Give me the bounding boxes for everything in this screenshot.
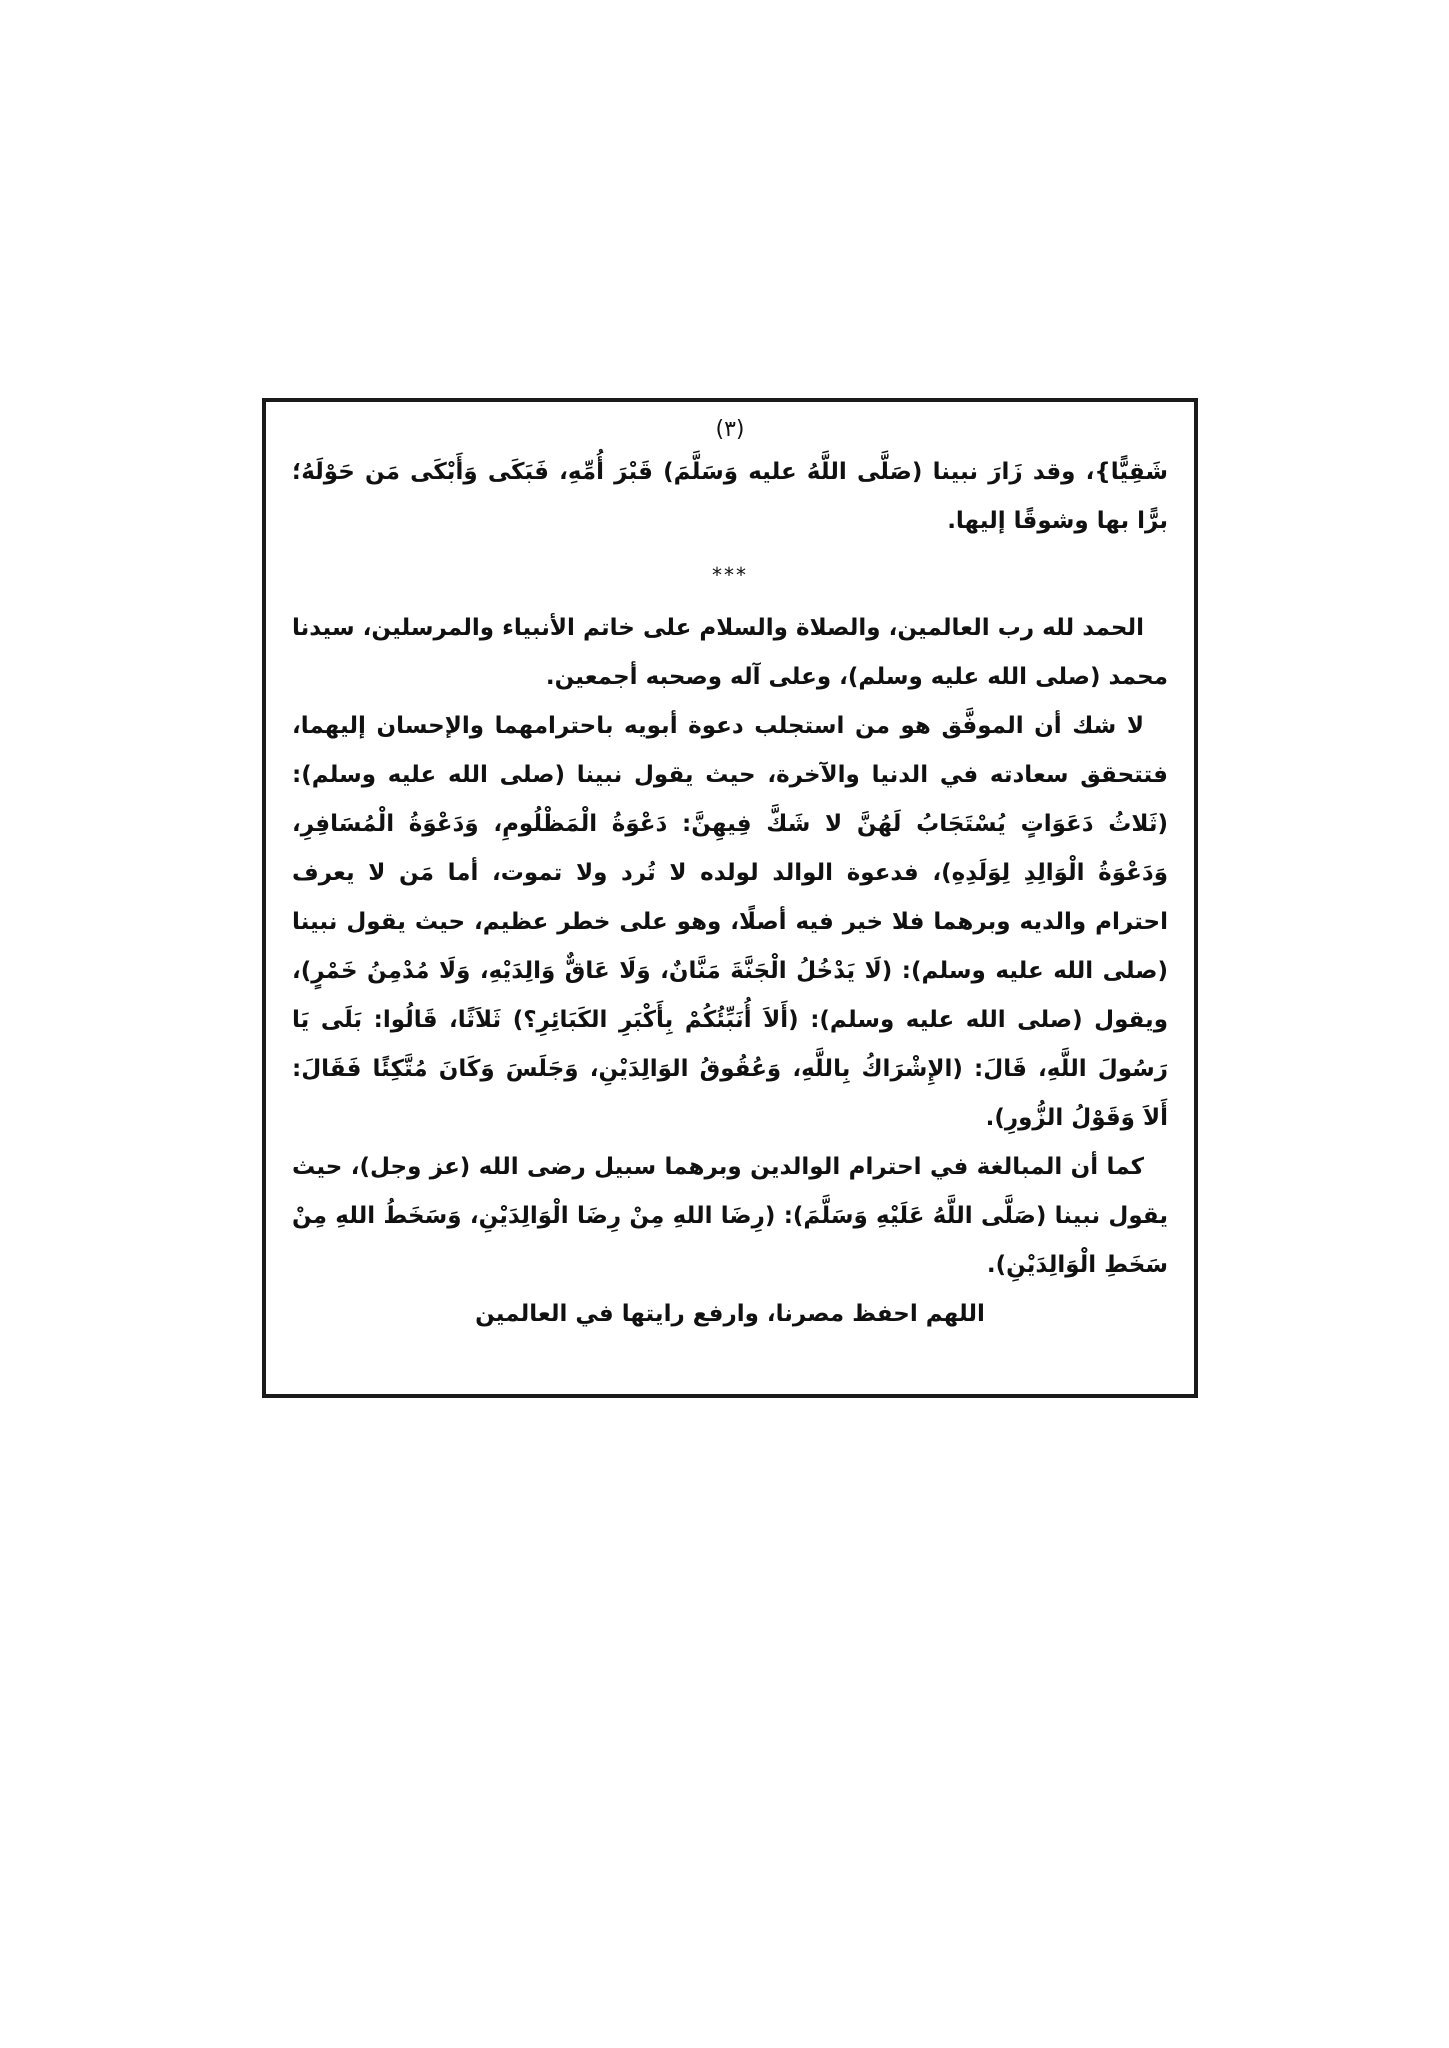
paragraph-parents-respect: كما أن المبالغة في احترام الوالدين وبرهما سبيل رضى الله (عز وجل)، حيث يقول نبينا (صَلَّى اللَّهُ عَلَيْهِ وَسَلَّمَ): (رِضَا اللهِ مِنْ رِضَا الْوَالِدَيْنِ، وَسَخَطُ اللهِ مِنْ سَخَطِ الْوَالِدَيْنِ). — [292, 1154, 1168, 1278]
paragraph-parents-duty: لا شك أن الموفَّق هو من استجلب دعوة أبويه باحترامهما والإحسان إليهما، فتتحقق سعادته في الدنيا والآخرة، حيث يقول نبينا (صلى الله عليه وسلم): (ثَلاثُ دَعَوَاتٍ يُسْتَجَابُ لَهُنَّ لا شَكَّ فِيهِنَّ: دَعْوَةُ الْمَظْلُومِ، وَدَعْوَةُ الْمُسَافِرِ، وَدَعْوَةُ الْوَالِدِ لِوَلَدِهِ)، فدعوة الوالد لولده لا تُرد ولا تموت، أما مَن لا يعرف احترام والديه وبرهما فلا خير فيه أصلًا، وهو على خطر عظيم، حيث يقول نبينا (صلى الله عليه وسلم): (لَا يَدْخُلُ الْجَنَّةَ مَنَّانٌ، وَلَا عَاقٌّ وَالِدَيْهِ، وَلَا مُدْمِنُ خَمْرٍ)، ويقول (صلى الله عليه وسلم): (أَلاَ أُنَبِّئُكُمْ بِأَكْبَرِ الكَبَائِرِ؟) ثَلاَثًا، قَالُوا: بَلَى يَا رَسُولَ اللَّهِ، قَالَ: (الإِشْرَاكُ بِاللَّهِ، وَعُقُوقُ الوَالِدَيْنِ، وَجَلَسَ وَكَانَ مُتَّكِئًا فَقَالَ: أَلاَ وَقَوْلُ الزُّورِ). — [292, 713, 1168, 1131]
page-frame — [262, 398, 1198, 1398]
page-number: (٣) — [715, 417, 745, 442]
paragraph-praise: الحمد لله رب العالمين، والصلاة والسلام على خاتم الأنبياء والمرسلين، سيدنا محمد (صلى الله عليه وسلم)، وعلى آله وصحبه أجمعين. — [292, 615, 1168, 690]
paragraph-continuation: شَقِيًّا}، وقد زَارَ نبينا (صَلَّى اللَّهُ عليه وَسَلَّمَ) قَبْرَ أُمِّهِ، فَبَكَى وَأَبْكَى مَن حَوْلَهُ؛ برًّا بها وشوقًا إليها. — [292, 459, 1168, 534]
page-content — [292, 412, 1168, 1339]
closing-prayer: اللهم احفظ مصرنا، وارفع رايتها في العالمين — [475, 1301, 985, 1327]
section-separator: *** — [712, 563, 748, 587]
